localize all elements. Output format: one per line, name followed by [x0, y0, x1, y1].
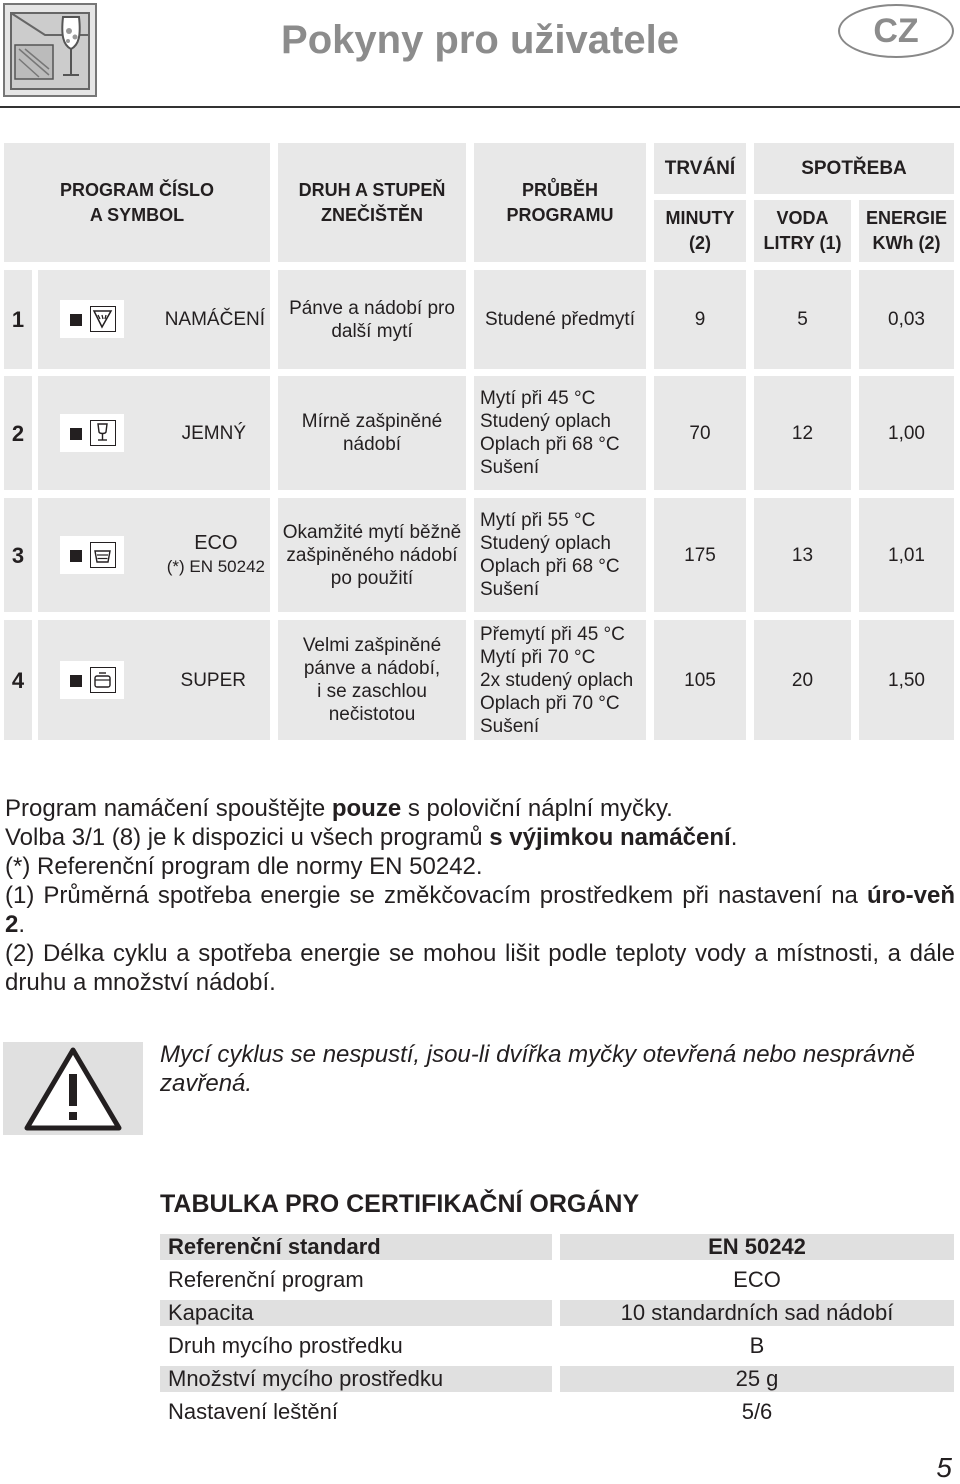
- language-badge: CZ: [838, 4, 954, 58]
- program-name: NAMÁČENÍ: [38, 270, 270, 369]
- duration-minutes: 175: [654, 498, 746, 612]
- page-title: Pokyny pro uživatele: [281, 18, 679, 62]
- cert-label: Referenční standard: [160, 1234, 552, 1260]
- program-symbol: [60, 536, 124, 574]
- soak-spray-icon: [90, 306, 116, 332]
- program-name: SUPER: [38, 620, 270, 740]
- duration-minutes: 105: [654, 620, 746, 740]
- page-number: 5: [936, 1452, 952, 1483]
- program-symbol: [60, 414, 124, 452]
- note-line: (1) Průměrná spotřeba energie se změkčovacím prostředkem při nastavení na úro-veň 2.: [5, 882, 955, 938]
- energy-kwh: 1,01: [859, 498, 954, 612]
- program-cycle: Mytí při 55 °C Studený oplach Oplach při 68 °C Sušení: [474, 498, 646, 612]
- water-liters: 20: [754, 620, 851, 740]
- note-line: Volba 3/1 (8) je k dispozici u všech programů s výjimkou namáčení.: [5, 824, 738, 851]
- header-program: PROGRAM ČÍSLO A SYMBOL: [4, 143, 270, 262]
- header-druh: DRUH A STUPEŇ ZNEČIŠTĚN: [278, 143, 466, 262]
- cert-table-title: TABULKA PRO CERTIFIKAČNÍ ORGÁNY: [160, 1190, 640, 1218]
- duration-minutes: 9: [654, 270, 746, 369]
- cert-label: Druh mycího prostředku: [168, 1333, 403, 1358]
- soil-description: Okamžité mytí běžně zašpiněného nádobí po použití: [278, 498, 466, 612]
- program-number: 3: [4, 498, 32, 612]
- water-liters: 12: [754, 376, 851, 490]
- header-voda: VODA LITRY (1): [754, 200, 851, 262]
- cert-value: 25 g: [560, 1366, 954, 1392]
- cert-label: Referenční program: [168, 1267, 364, 1292]
- header-spotreba: SPOTŘEBA: [754, 143, 954, 194]
- program-number: 4: [4, 620, 32, 740]
- note-line: (*) Referenční program dle normy EN 50242.: [5, 853, 483, 880]
- cert-value: ECO: [733, 1267, 781, 1292]
- pot-icon: [90, 542, 116, 568]
- warning-box: [3, 1042, 143, 1135]
- selector-square-icon: [70, 428, 82, 440]
- casserole-icon: [90, 667, 116, 693]
- energy-kwh: 1,00: [859, 376, 954, 490]
- cert-value: 10 standardních sad nádobí: [560, 1300, 954, 1326]
- program-symbol: [60, 300, 124, 338]
- program-cycle: Mytí při 45 °C Studený oplach Oplach při 68 °C Sušení: [474, 376, 646, 490]
- header-minuty: MINUTY (2): [654, 200, 746, 262]
- program-symbol: [60, 661, 124, 699]
- header-prubeh: PRŮBĚH PROGRAMU: [474, 143, 646, 262]
- energy-kwh: 0,03: [859, 270, 954, 369]
- header-energie: ENERGIE KWh (2): [859, 200, 954, 262]
- note-line: Program namáčení spouštějte pouze s poloviční náplní myčky.: [5, 795, 673, 822]
- cert-value: 5/6: [741, 1399, 773, 1424]
- cert-value: EN 50242: [560, 1234, 954, 1260]
- warning-text: Mycí cyklus se nespustí, jsou-li dvířka myčky otevřená nebo nesprávně zavřená.: [160, 1041, 915, 1097]
- water-liters: 13: [754, 498, 851, 612]
- program-number: 2: [4, 376, 32, 490]
- cert-label: Kapacita: [160, 1300, 552, 1326]
- glass-icon: [90, 420, 116, 446]
- soil-description: Mírně zašpiněné nádobí: [278, 376, 466, 490]
- note-line: (2) Délka cyklu a spotřeba energie se mohou lišit podle teploty vody a místnosti, a dále druhu a množství nádobí.: [5, 940, 955, 996]
- program-cycle: Přemytí při 45 °C Mytí při 70 °C 2x studený oplach Oplach při 70 °C Sušení: [474, 620, 646, 740]
- selector-square-icon: [70, 550, 82, 562]
- warning-triangle-icon: [3, 1042, 143, 1135]
- program-cycle: Studené předmytí: [474, 270, 646, 369]
- water-liters: 5: [754, 270, 851, 369]
- energy-kwh: 1,50: [859, 620, 954, 740]
- header-trvani: TRVÁNÍ: [654, 143, 746, 194]
- cert-value: B: [749, 1333, 765, 1358]
- program-number: 1: [4, 270, 32, 369]
- header-divider: [0, 106, 960, 108]
- cert-label: Nastavení leštění: [168, 1399, 338, 1424]
- program-name: JEMNÝ: [38, 376, 270, 490]
- selector-square-icon: [70, 675, 82, 687]
- duration-minutes: 70: [654, 376, 746, 490]
- cert-label: Množství mycího prostředku: [160, 1366, 552, 1392]
- soil-description: Pánve a nádobí pro další mytí: [278, 270, 466, 369]
- soil-description: Velmi zašpiněné pánve a nádobí, i se zaschlou nečistotou: [278, 620, 466, 740]
- program-name: ECO (*) EN 50242: [38, 498, 270, 612]
- selector-square-icon: [70, 314, 82, 326]
